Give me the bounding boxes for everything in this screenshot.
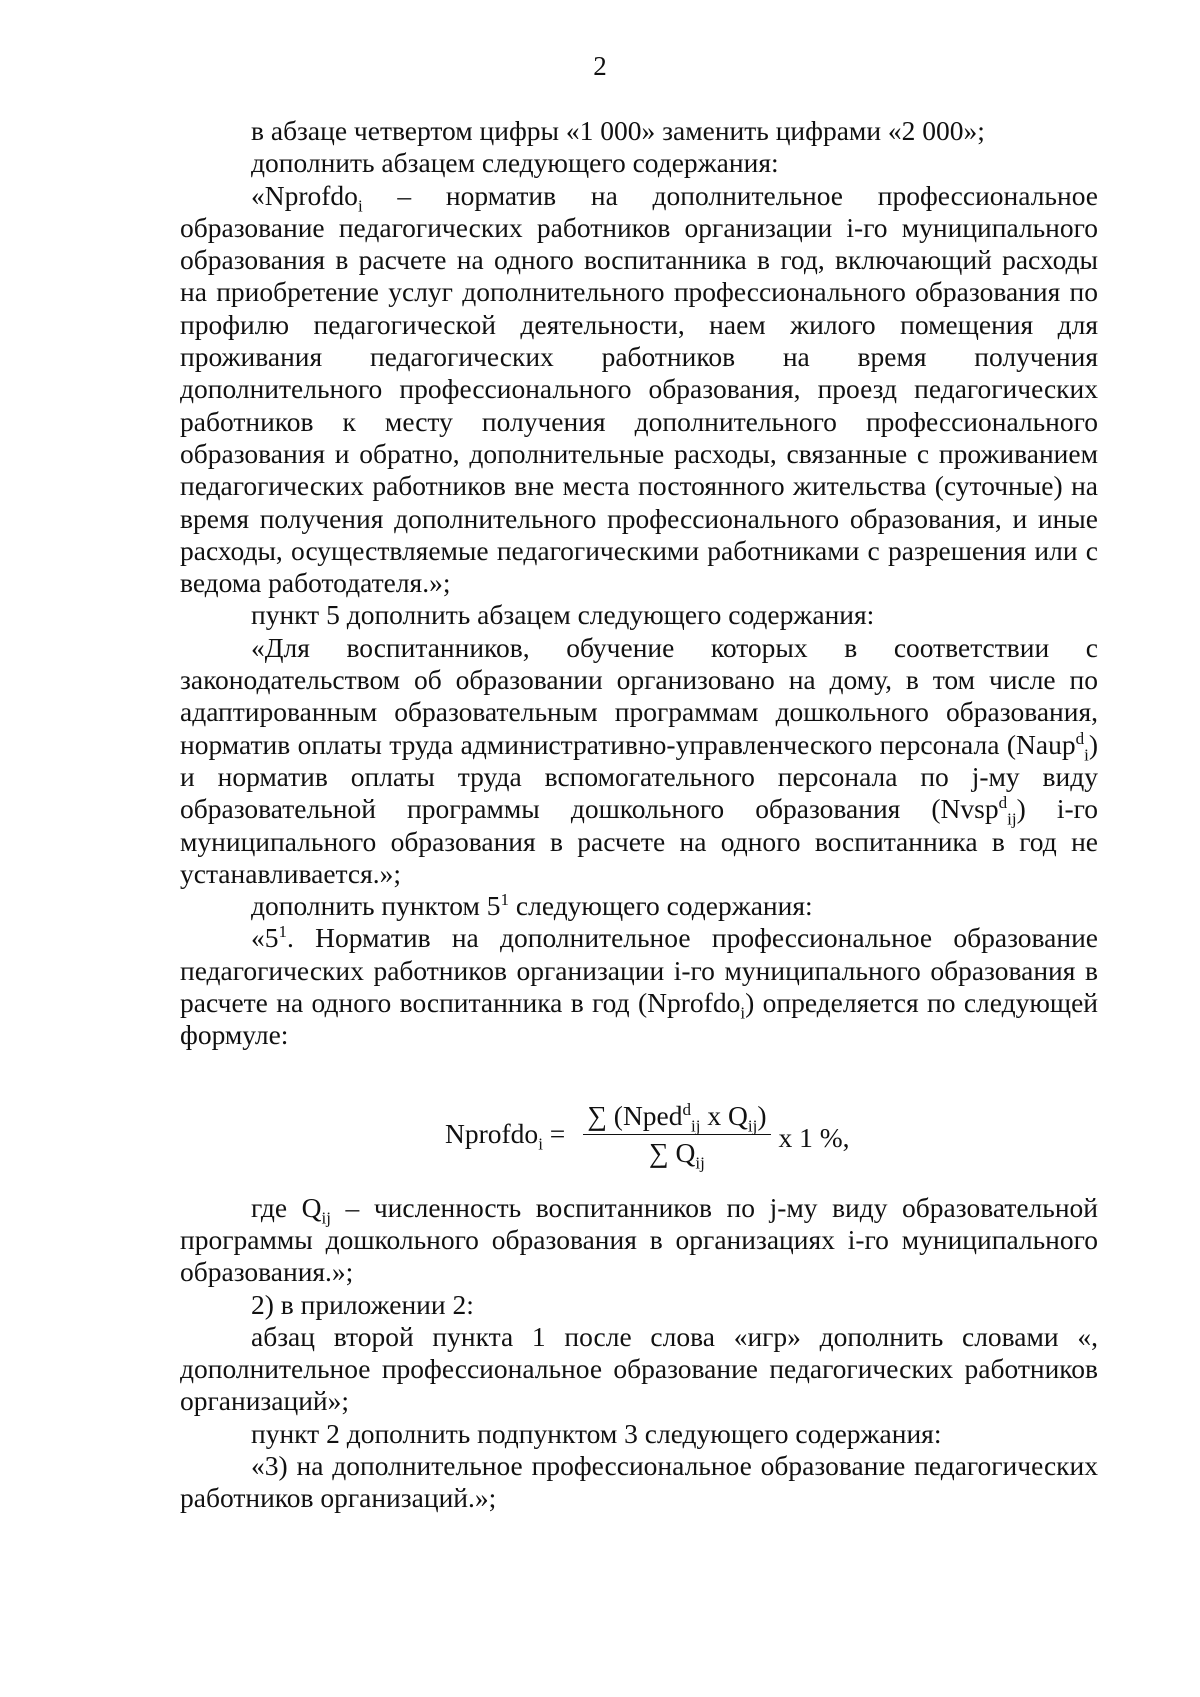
supscript-text: d <box>682 1099 692 1119</box>
paragraphs-before-formula <box>180 115 1098 1052</box>
text-run: ) i-го муниципального образования в расчете на одного воспитанника в год не устанавливается.»; <box>180 793 1098 889</box>
text-run: ) <box>757 1099 767 1131</box>
text-run: 2) в приложении 2: <box>251 1288 474 1320</box>
text-run: следующего содержания: <box>509 890 813 922</box>
paragraphs-after-formula <box>180 1192 1098 1515</box>
supscript-text: 1 <box>278 922 288 942</box>
text-run: ) и норматив оплаты труда вспомогательного персонала по j-му виду образовательной программы дошкольного образования (Nvsp <box>180 728 1098 825</box>
formula-lhs <box>445 1118 566 1154</box>
text-run: x Q <box>700 1099 748 1131</box>
paragraph <box>180 180 1098 600</box>
paragraph <box>180 922 1098 1051</box>
formula-numerator <box>583 1100 770 1135</box>
document-body <box>180 115 1098 1515</box>
text-run: «3) на дополнительное профессиональное образование педагогических работников организаций.»; <box>180 1449 1098 1514</box>
paragraph <box>180 147 1098 179</box>
text-run: ∑ Q <box>649 1137 696 1169</box>
text-run: – норматив на дополнительное профессиональное образование педагогических работников организации i-го муниципального образования в расчете на одного воспитанника в год, включающий расходы на приобретение услуг дополнительного профессионального образования по профилю педагогической деятельности, наем жилого помещения для проживания педагогических работников на время получения дополнительного профессионального образования, проезд педагогических работников к месту получения дополнительного профессионального образования и обратно, дополнительные расходы, связанные с проживанием педагогических работников вне места постоянного жительства (суточные) на время получения дополнительного профессионального образования, и иные расходы, осуществляемые педагогическими работниками с разрешения или с ведома работодателя.»; <box>180 179 1098 599</box>
supscript-text: d <box>998 793 1008 813</box>
text-run: дополнить абзацем следующего содержания: <box>251 147 779 179</box>
text-run: ) определяется по следующей формуле: <box>180 987 1098 1051</box>
text-run: пункт 2 дополнить подпунктом 3 следующего содержания: <box>251 1417 942 1449</box>
text-run: x 1 %, <box>778 1122 850 1154</box>
text-run: Nprofdo <box>445 1118 539 1150</box>
text-run: абзац второй пункта 1 после слова «игр» дополнить словами «, дополнительное профессиональное образование педагогических работников организаций»; <box>180 1320 1098 1417</box>
subscript-text: i <box>357 196 363 216</box>
formula-denominator <box>649 1135 705 1173</box>
formula <box>445 1099 850 1173</box>
paragraph <box>180 1289 1098 1321</box>
text-run: = <box>542 1118 566 1150</box>
paragraph <box>180 1192 1098 1289</box>
text-run: дополнить пунктом 5 <box>251 890 501 922</box>
subscript-text: ij <box>747 1116 758 1136</box>
paragraph <box>180 115 1098 147</box>
subscript-text: ij <box>695 1153 705 1173</box>
subscript-text: ij <box>1007 809 1017 829</box>
supscript-text: d <box>1075 728 1085 748</box>
paragraph <box>180 1321 1098 1418</box>
text-run: «Nprofdo <box>251 179 358 211</box>
formula-fraction <box>583 1099 770 1173</box>
formula-rhs <box>779 1122 850 1154</box>
text-run: – численность воспитанников по j-му виду образовательной программы дошкольного образования в организациях i-го муниципального образования.»; <box>180 1191 1098 1288</box>
paragraph <box>180 1450 1098 1515</box>
text-run: «5 <box>251 922 279 954</box>
subscript-text: i <box>740 1003 746 1023</box>
text-run: ∑ (Nped <box>587 1099 683 1131</box>
subscript-text: ij <box>321 1208 331 1228</box>
supscript-text: 1 <box>500 889 510 909</box>
text-run: «Для воспитанников, обучение которых в соответствии с законодательством об образовании организовано на дому, в том числе по адаптированным образовательным программам дошкольного образования, норматив оплаты труда административно-управленческого персонала (Naup <box>180 631 1098 760</box>
paragraph <box>180 1418 1098 1450</box>
text-run: . Норматив на дополнительное профессиональное образование педагогических работников организации i-го муниципального образования в расчете на одного воспитанника в год (Nprofdo <box>180 922 1098 1019</box>
text-run: где Q <box>251 1191 322 1223</box>
text-run: пункт 5 дополнить абзацем следующего содержания: <box>251 599 875 631</box>
paragraph <box>180 632 1098 890</box>
formula-block <box>180 1052 1098 1192</box>
paragraph <box>180 890 1098 922</box>
text-run: в абзаце четвертом цифры «1 000» заменить цифрами «2 000»; <box>251 115 985 146</box>
subscript-text: ij <box>691 1116 701 1136</box>
paragraph <box>180 599 1098 631</box>
page-number: 2 <box>593 51 607 81</box>
subscript-text: i <box>538 1134 543 1154</box>
subscript-text: i <box>1084 745 1089 765</box>
